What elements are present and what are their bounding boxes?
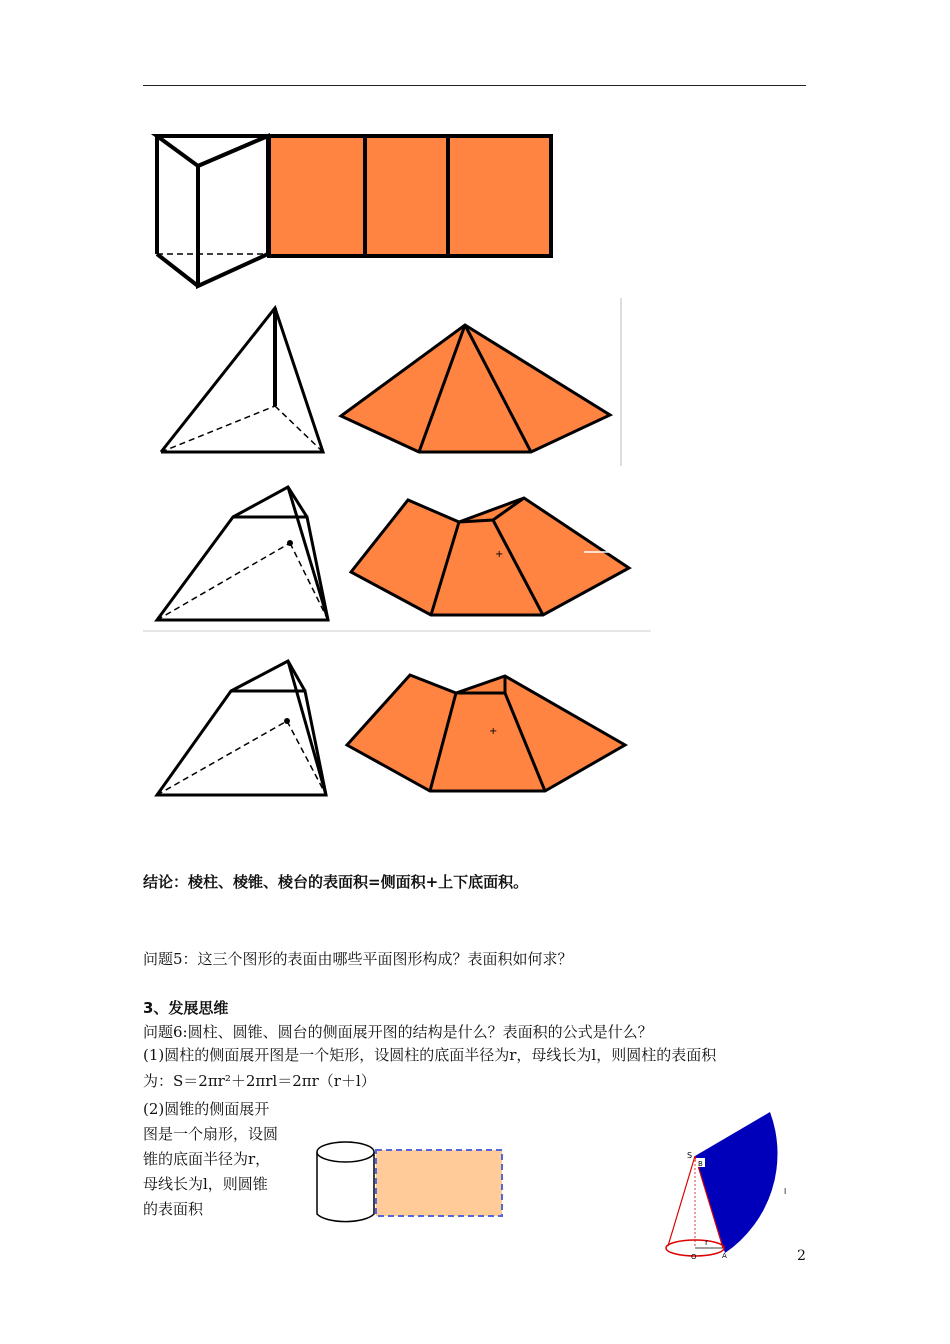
paragraph-1-line-1: (1)圆柱的侧面展开图是一个矩形，设圆柱的底面半径为r，母线长为l，则圆柱的表面积 [143, 1046, 717, 1064]
cone-label-o: O [691, 1253, 697, 1261]
conclusion-text: 结论：棱柱、棱锥、棱台的表面积=侧面积+上下底面积。 [143, 873, 529, 891]
cone-label-r: r [705, 1238, 709, 1247]
paragraph-2-line: 锥的底面半径为r， [143, 1150, 271, 1168]
paragraph-1-line-2: 为：S＝2πr²＋2πrl＝2πr（r＋l） [143, 1072, 376, 1090]
frustum-figure-2 [143, 653, 643, 803]
cone-label-a: A [722, 1252, 727, 1260]
cylinder-figure [312, 1136, 508, 1230]
cone-label-b: B [698, 1160, 703, 1168]
header-rule [143, 85, 806, 86]
svg-text:+: + [495, 549, 504, 560]
prism-figure [143, 128, 563, 293]
cone-label-s: S [687, 1151, 693, 1160]
cone-sector-figure [660, 1108, 795, 1268]
page-number: 2 [797, 1248, 806, 1264]
svg-text:+: + [489, 726, 498, 737]
question-5: 问题5：这三个图形的表面由哪些平面图形构成？表面积如何求？ [143, 950, 573, 968]
section-heading: 3、发展思维 [143, 999, 229, 1017]
paragraph-2-line: 图是一个扇形，设圆 [143, 1125, 279, 1143]
cone-label-l: l [784, 1187, 787, 1196]
frustum-figure-1 [143, 475, 651, 633]
paragraph-2-line: 的表面积 [143, 1200, 204, 1218]
pyramid-figure [143, 298, 625, 466]
question-6: 问题6:圆柱、圆锥、圆台的侧面展开图的结构是什么？表面积的公式是什么？ [143, 1023, 653, 1041]
paragraph-2-line: (2)圆锥的侧面展开 [143, 1100, 270, 1118]
paragraph-2-line: 母线长为l，则圆锥 [143, 1175, 268, 1193]
